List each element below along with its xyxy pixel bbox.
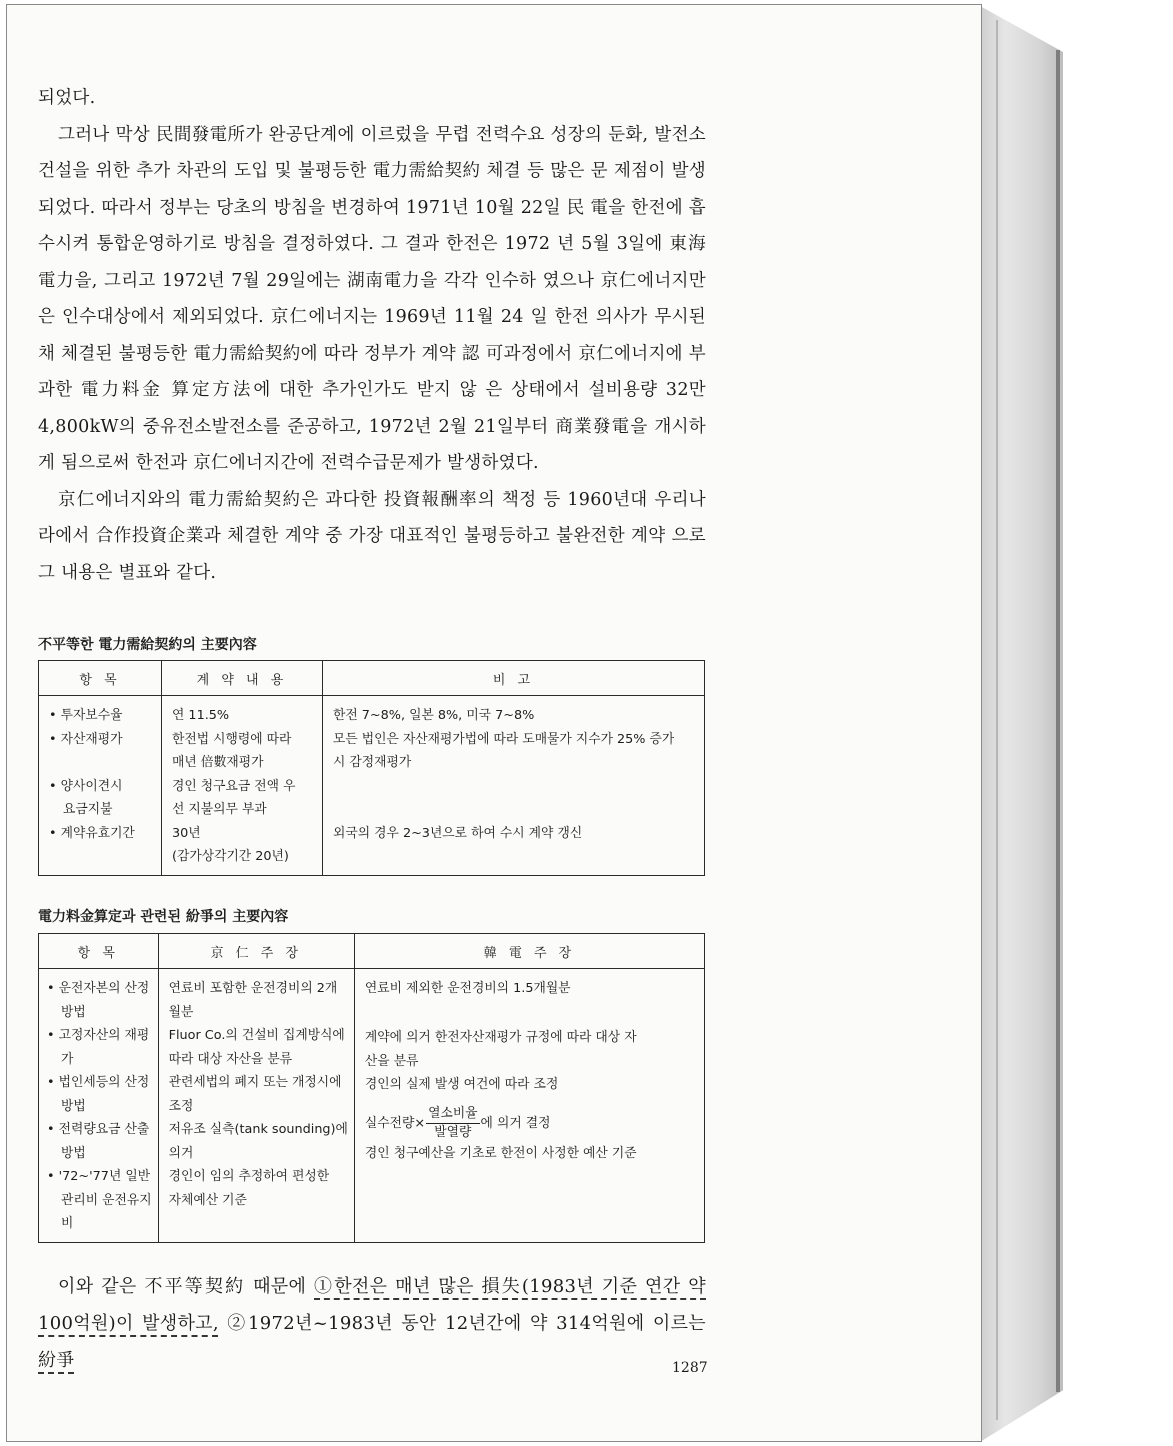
table1-col-remark bbox=[323, 696, 705, 876]
cell-text: • 계약유효기간 bbox=[49, 825, 135, 841]
underlined-text: ①한전은 매년 많은 損失(1983년 기준 연간 약 bbox=[314, 1276, 706, 1297]
table2-caption: 電力料金算定과 관련된 紛爭의 主要內容 bbox=[38, 909, 289, 925]
para-continuation bbox=[38, 80, 706, 117]
cell-text: • 전력량요금 산출 bbox=[47, 1122, 150, 1137]
cell-text: 관련세법의 폐지 또는 개정시에 bbox=[168, 1075, 342, 1090]
text-line: 일 한전 의사가 무시된 채 체결된 불평등한 電力需給契約에 따라 정부가 계약 認 bbox=[38, 307, 706, 364]
book-spine-line bbox=[996, 20, 998, 1420]
cell-text: 의거 bbox=[168, 1145, 194, 1161]
table1-col-content bbox=[162, 696, 323, 876]
table2-header-item: 항 목 bbox=[39, 934, 159, 969]
text-line: 은 상태에서 설비용량 32만4,800kW의 중유전소발전소를 준공하고, 1972년 2월 bbox=[38, 380, 706, 437]
body-text bbox=[38, 80, 706, 591]
cell-text: 방법 bbox=[61, 1145, 86, 1161]
cell-text: 경인 청구예산을 기초로 한전이 사정한 예산 기준 bbox=[364, 1145, 637, 1161]
cell-text: 비 bbox=[61, 1216, 74, 1231]
text-line: 可과정에서 京仁에너지에 부과한 電力料金 算定方法에 대한 추가인가도 받지 않 bbox=[38, 343, 706, 400]
cell-text: (감가상각기간 20년) bbox=[172, 849, 289, 864]
cell-text: 경인의 실제 발생 여건에 따라 조정 bbox=[364, 1077, 559, 1092]
cell-text: 매년 倍數재평가 bbox=[172, 755, 264, 770]
table2-col-item bbox=[39, 969, 159, 1243]
cell-text: 선 지불의무 부과 bbox=[172, 802, 267, 817]
table2-dispute-items bbox=[38, 933, 705, 1243]
cell-text: 모든 법인은 자산재평가법에 따라 도매물가 지수가 25% 증가 bbox=[333, 731, 675, 747]
table1-header-remark: 비 고 bbox=[323, 661, 705, 696]
cell-text: • '72~'77년 일반 bbox=[47, 1169, 151, 1184]
para-background bbox=[38, 117, 706, 482]
para-contract-intro bbox=[38, 482, 706, 592]
table2-header-kyungin: 京 仁 주 장 bbox=[158, 934, 354, 969]
cell-text: 요금지불 bbox=[63, 802, 113, 817]
cell-text: 경인이 임의 추정하여 편성한 bbox=[168, 1169, 330, 1184]
cell-text: 조정 bbox=[168, 1098, 194, 1114]
text-line: 발생하였다. bbox=[447, 453, 539, 473]
table2-col-kepco bbox=[354, 969, 704, 1243]
table-row bbox=[39, 969, 705, 1243]
cell-text: • 법인세등의 산정 bbox=[47, 1075, 150, 1090]
table2-header-kepco: 韓 電 주 장 bbox=[354, 934, 704, 969]
cell-text: 저유조 실측(tank sounding)에 bbox=[168, 1122, 348, 1137]
table1-header-item: 항 목 bbox=[39, 661, 162, 696]
page-number: 1287 bbox=[672, 1360, 708, 1376]
cell-text: 경인 청구요금 전액 우 bbox=[172, 778, 296, 794]
fraction-numerator: 열소비율 bbox=[426, 1105, 479, 1124]
cell-text: 30년 bbox=[172, 825, 201, 841]
cell-text: • 운전자본의 산정 bbox=[47, 981, 150, 996]
cell-text: 월분 bbox=[168, 1004, 194, 1020]
cell-text: • 고정자산의 재평 bbox=[47, 1028, 150, 1043]
text-line: 그러나 막상 民間發電所가 완공단계에 이르렀을 무렵 전력수요 성장의 둔화, bbox=[58, 124, 649, 145]
table1-header-content: 계 약 내 용 bbox=[162, 661, 323, 696]
table2-col-kyungin bbox=[158, 969, 354, 1243]
table1-contract-terms bbox=[38, 660, 705, 876]
formula-fraction bbox=[426, 1105, 479, 1142]
cell-text: 따라 대상 자산을 분류 bbox=[168, 1051, 293, 1067]
cell-text: 계약에 의거 한전자산재평가 규정에 따라 대상 자 bbox=[364, 1030, 637, 1045]
underlined-text: 紛爭 bbox=[38, 1350, 75, 1371]
cell-text: 연료비 제외한 운전경비의 1.5개월분 bbox=[364, 981, 571, 996]
text-line: ②1972년~1983년 동안 12년간에 약 314억원에 이르는 bbox=[218, 1313, 706, 1334]
cell-text: 한전 7~8%, 일본 8%, 미국 7~8% bbox=[333, 708, 535, 723]
cell-text: 산을 분류 bbox=[364, 1053, 419, 1069]
cell-text: 자체예산 기준 bbox=[168, 1192, 247, 1208]
table-row bbox=[39, 696, 705, 876]
closing-paragraph bbox=[38, 1268, 706, 1379]
cell-text: • 투자보수율 bbox=[49, 708, 123, 723]
cell-text: 방법 bbox=[61, 1098, 86, 1114]
cell-text: 연료비 포함한 운전경비의 2개 bbox=[168, 981, 338, 996]
table1-col-item bbox=[39, 696, 162, 876]
cell-text: • 양사이견시 bbox=[49, 778, 123, 794]
text-line: 21일부터 商業發電을 개시하게 됨으로써 한전과 京仁에너지간에 전력수급문제가 bbox=[38, 416, 706, 473]
text-line: 으로 그 내용은 별표와 같다. bbox=[38, 526, 706, 583]
text-line: 였으나 京仁에너지만은 인수대상에서 제외되었다. 京仁에너지는 1969년 11월 24 bbox=[38, 270, 706, 327]
text-line: 라에서 合作投資企業과 체결한 계약 중 가장 대표적인 불평등하고 불완전한 계약 bbox=[38, 526, 666, 546]
formula-suffix: 에 의거 결정 bbox=[480, 1115, 551, 1131]
text-line: 되었다. bbox=[38, 88, 96, 108]
cell-text: 관리비 운전유지 bbox=[61, 1192, 152, 1208]
cell-text: 한전법 시행령에 따라 bbox=[172, 731, 292, 747]
text-line: 제점이 발생되었다. 따라서 정부는 당초의 방침을 변경하여 1971년 10월 22일 民 bbox=[38, 161, 706, 218]
cell-text: 방법 bbox=[61, 1004, 86, 1020]
text-line: 電을 한전에 흡수시켜 통합운영하기로 방침을 결정하였다. 그 결과 한전은 1972 bbox=[38, 197, 706, 254]
text-line: 발전소건설을 위한 추가 차관의 도입 및 불평등한 電力需給契約 체결 등 많은 문 bbox=[38, 124, 706, 181]
cell-text: 시 감정재평가 bbox=[333, 755, 412, 770]
cell-text: Fluor Co.의 건설비 집계방식에 bbox=[168, 1028, 345, 1043]
fraction-denominator: 발열량 bbox=[434, 1124, 472, 1140]
energy-charge-formula bbox=[365, 1105, 698, 1142]
book-side-edge bbox=[980, 6, 1063, 1442]
table1-caption: 不平等한 電力需給契約의 主要內容 bbox=[38, 637, 257, 653]
cell-text: 가 bbox=[61, 1051, 74, 1067]
cell-text: 연 11.5% bbox=[172, 708, 230, 723]
formula-prefix: 실수전량× bbox=[364, 1115, 426, 1131]
cell-text: 외국의 경우 2~3년으로 하여 수시 계약 갱신 bbox=[333, 825, 583, 841]
text-line: 년 5월 3일에 東海電力을, 그리고 1972년 7월 29일에는 湖南電力을 각각 인수하 bbox=[38, 234, 706, 291]
underlined-text: 100억원)이 발생하고, bbox=[38, 1313, 219, 1334]
text-line: 이와 같은 不平等契約 때문에 bbox=[58, 1276, 315, 1297]
cell-text: • 자산재평가 bbox=[49, 731, 123, 747]
book-outer-edge bbox=[1056, 50, 1060, 1392]
text-line: 京仁에너지와의 電力需給契約은 과다한 投資報酬率의 책정 등 1960년대 우리나 bbox=[58, 489, 706, 510]
